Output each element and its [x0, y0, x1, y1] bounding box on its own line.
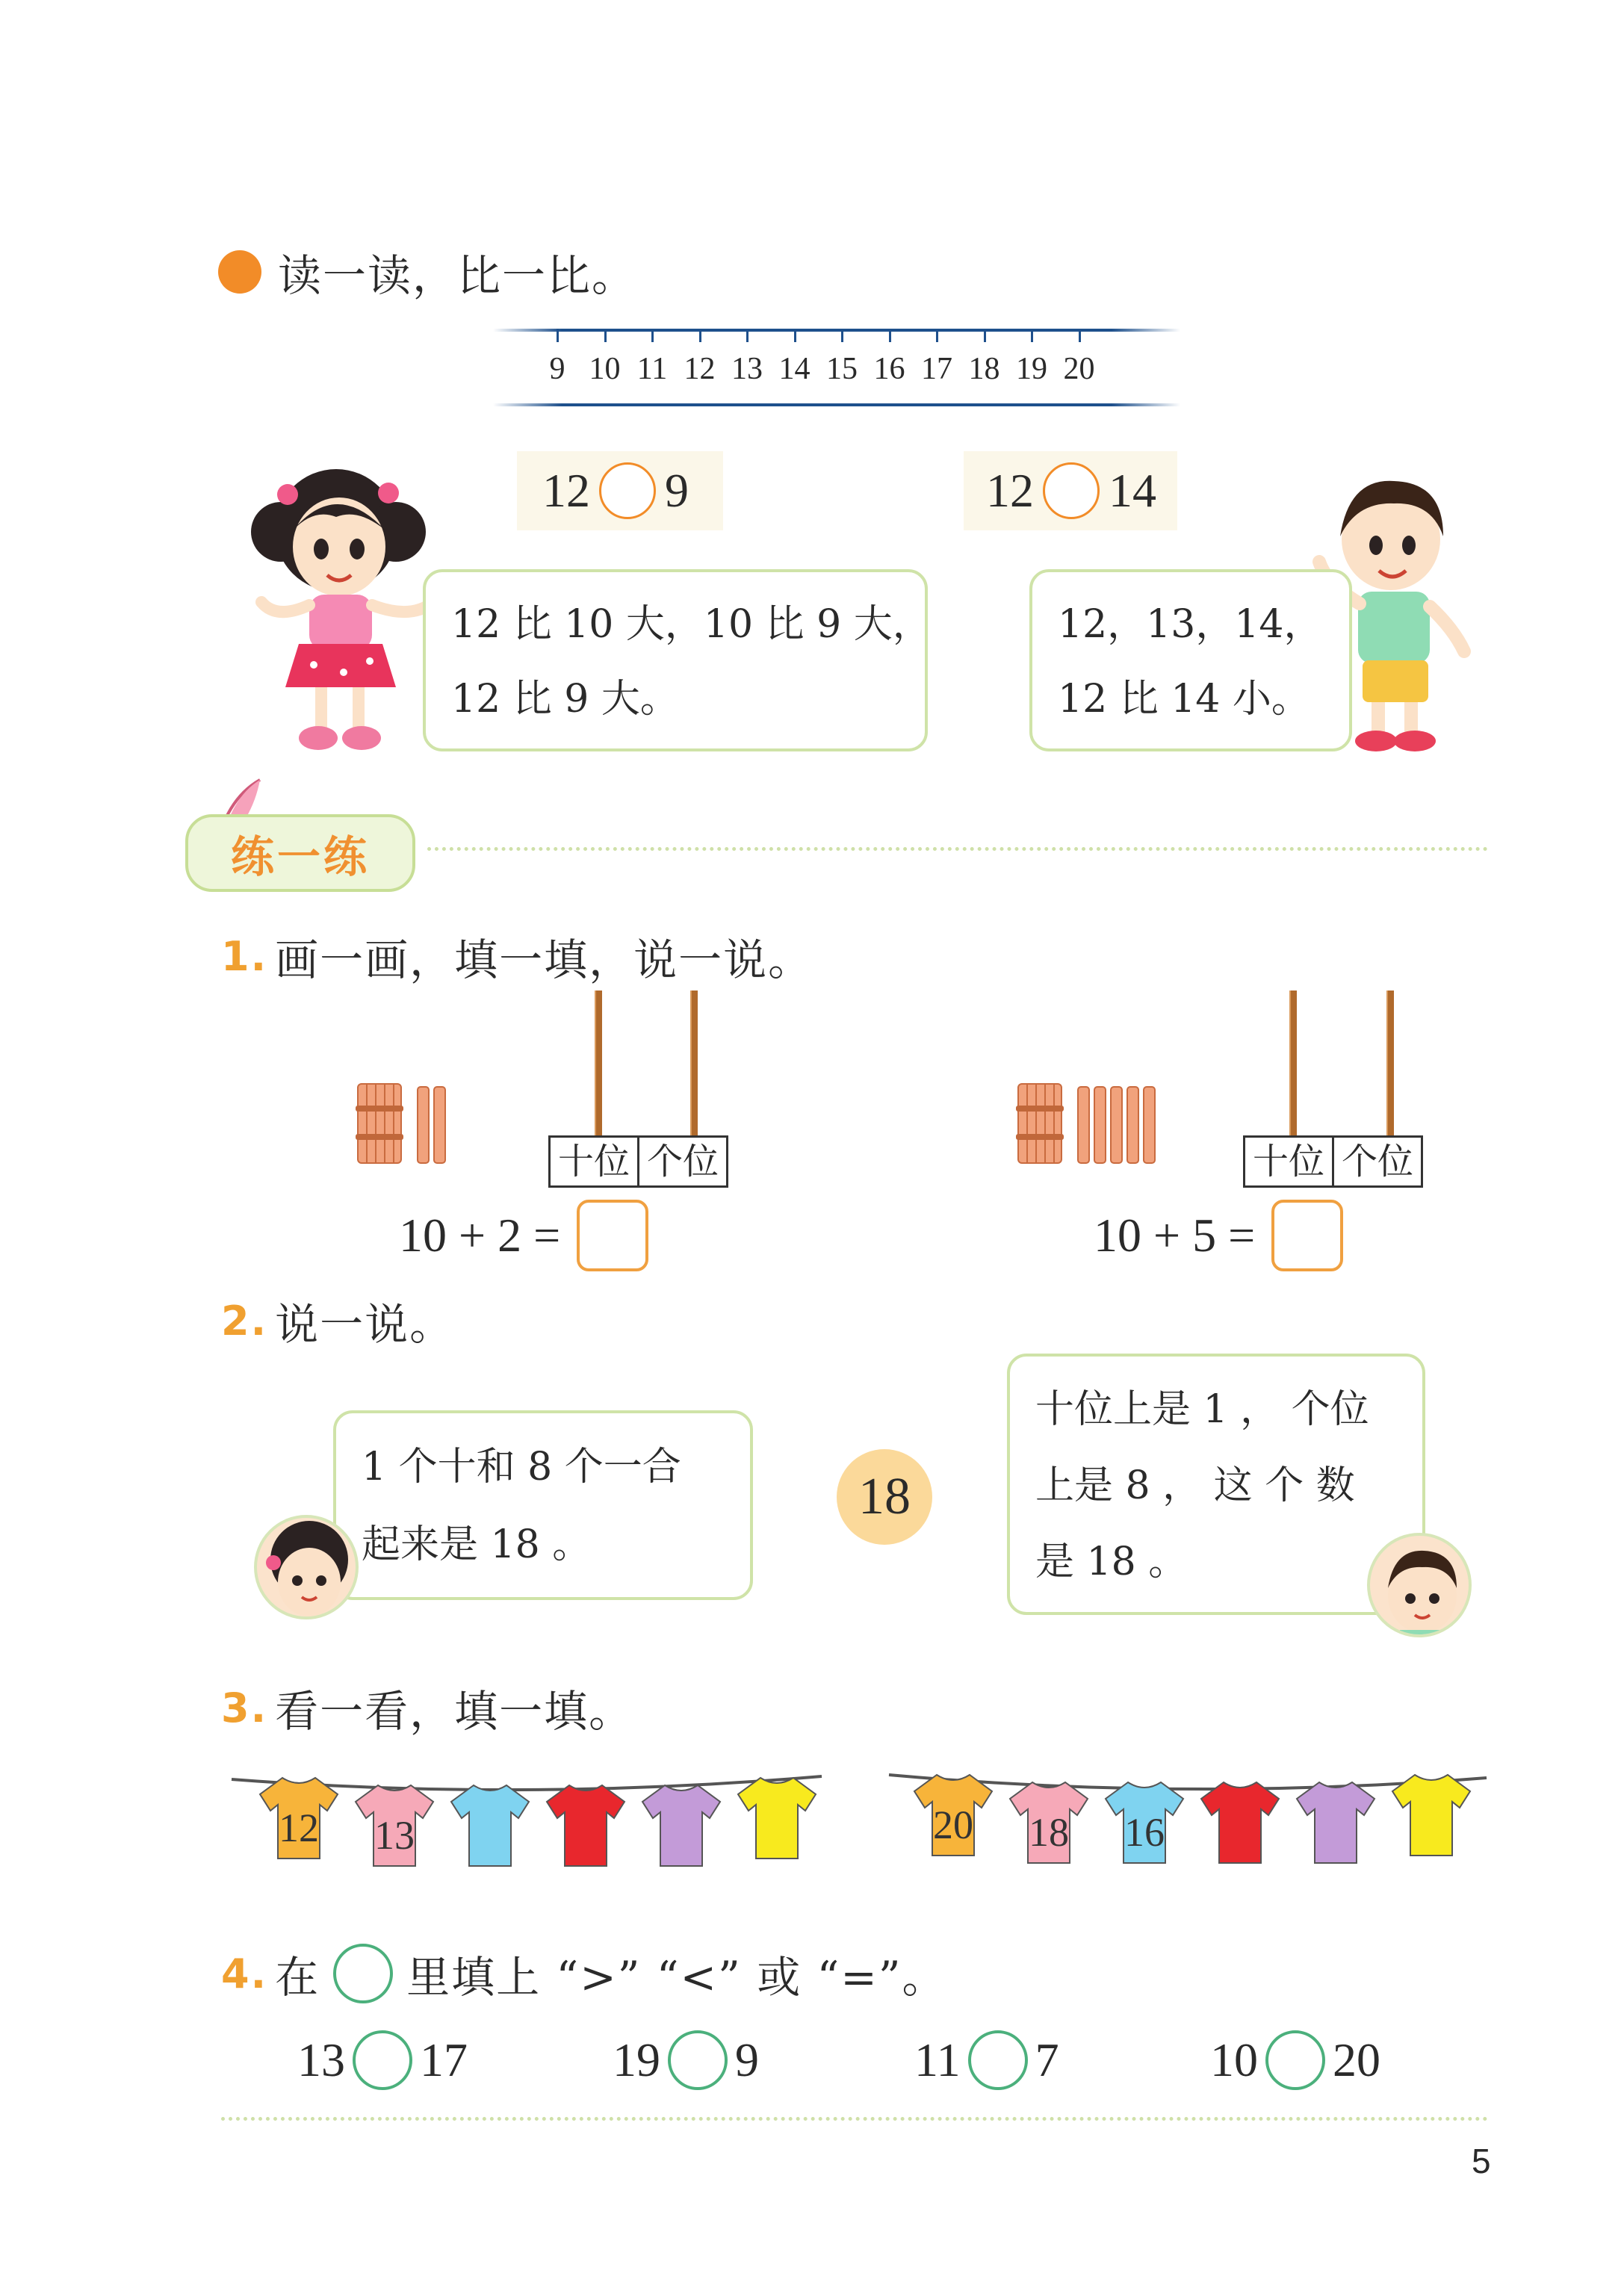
- shirt-icon: [1386, 1770, 1476, 1860]
- q2-boy-line3: 是 18 。: [1035, 1540, 1188, 1584]
- shirt-icon: [1100, 1778, 1189, 1867]
- ones-label: 个位: [647, 1141, 719, 1182]
- number-line-tick: [1031, 329, 1033, 342]
- number-line-tick: [604, 329, 607, 342]
- tens-label: 十位: [551, 1138, 639, 1185]
- shirt-icon: [1004, 1778, 1094, 1867]
- section-read-title: 读一读，比一比。: [278, 250, 637, 301]
- ones-rod-left: [690, 991, 698, 1137]
- q2-boy-line2: 上是 8 ， 这 个 数: [1035, 1463, 1355, 1508]
- counting-stick-icon: [1077, 1086, 1090, 1164]
- number-line-tick: [651, 329, 654, 342]
- stick-bundle-icon: [357, 1083, 402, 1164]
- ones-rod-right: [1386, 991, 1394, 1137]
- q4-right-number: 7: [1035, 2033, 1059, 2086]
- q4-heading: [221, 1942, 947, 2005]
- number-line-label: 20: [1063, 352, 1095, 386]
- shirt-number: 12: [279, 1805, 319, 1850]
- counting-stick-icon: [1094, 1086, 1106, 1164]
- q4-left-number: 19: [613, 2033, 660, 2086]
- number-line-label: 13: [731, 352, 763, 386]
- q4-answer-circle[interactable]: [668, 2030, 728, 2090]
- q4-right-number: 20: [1333, 2033, 1380, 2086]
- q4-compare-item: [613, 2030, 759, 2090]
- q1-equation-right: [1094, 1200, 1343, 1271]
- q4-compare-item: [914, 2030, 1059, 2090]
- number-line-bottom-rule: [493, 403, 1180, 406]
- boy-bubble-line2: 12 比 14 小。: [1058, 677, 1310, 722]
- number-line-label: 18: [968, 352, 1000, 386]
- number-line: [493, 329, 1180, 411]
- number-line-label: 9: [549, 352, 565, 386]
- practice-divider: [427, 847, 1488, 851]
- q2-girl-bubble: [333, 1410, 753, 1600]
- shirt-icon: [254, 1773, 344, 1863]
- boy-bubble-line1: 12，13，14，: [1058, 602, 1323, 647]
- compare-right-circle[interactable]: [1043, 462, 1100, 519]
- number-line-label: 14: [778, 352, 811, 386]
- q1-title: 画一画，填一填，说一说。: [275, 934, 813, 985]
- girl-bubble-line1: 12 比 10 大，10 比 9 大，: [451, 602, 932, 647]
- shirt-number: 13: [374, 1813, 415, 1858]
- ones-label: 个位: [1342, 1141, 1414, 1182]
- compare-left-box: [517, 451, 723, 530]
- q1-left-sticks: [357, 1083, 450, 1164]
- place-value-table-left: [548, 1135, 728, 1188]
- practice-label-text: 练一练: [230, 831, 370, 882]
- number-line-tick: [936, 329, 938, 342]
- shirt-icon: [350, 1781, 439, 1870]
- number-line-tick: [794, 329, 796, 342]
- girl-speech-bubble: [423, 569, 932, 751]
- number-line-tick: [746, 329, 749, 342]
- number-line-tick: [984, 329, 986, 342]
- number-line-label: 10: [589, 352, 621, 386]
- q4-left-number: 13: [297, 2033, 345, 2086]
- q1-right-single-sticks: [1077, 1086, 1159, 1164]
- center-number-badge: [837, 1449, 932, 1545]
- girl-illustration: [247, 448, 441, 754]
- place-value-table-right: [1243, 1135, 1423, 1188]
- q4-left-number: 11: [914, 2033, 961, 2086]
- q2-title: 说一说。: [275, 1299, 455, 1350]
- shirt-number: 20: [933, 1802, 973, 1847]
- shirt-number: 18: [1029, 1810, 1069, 1855]
- q4-right-number: 17: [420, 2033, 468, 2086]
- q4-answer-circle[interactable]: [353, 2030, 412, 2090]
- q3-title: 看一看，填一填。: [275, 1686, 634, 1737]
- number-line-top-rule: [493, 329, 1180, 332]
- q1-answer-box-right[interactable]: [1271, 1200, 1343, 1271]
- q1-equation-left-text: 10 + 2 =: [399, 1209, 561, 1262]
- compare-right-a: 12: [986, 464, 1034, 517]
- shirt-icon: [445, 1781, 535, 1870]
- q4-left-number: 10: [1210, 2033, 1258, 2086]
- girl-avatar: [254, 1515, 359, 1619]
- q2-boy-line1: 十位上是 1 ， 个位: [1035, 1387, 1369, 1432]
- q4-number: 4.: [221, 1950, 268, 1997]
- number-line-tick: [1079, 329, 1081, 342]
- q4-compare-item: [1210, 2030, 1380, 2090]
- number-line-label: 17: [921, 352, 952, 386]
- number-line-label: 15: [826, 352, 858, 386]
- shirt-icon: [732, 1773, 822, 1863]
- green-circle-icon: [333, 1944, 393, 2003]
- page-number: 5: [1472, 2142, 1491, 2180]
- q1-right-sticks: [1017, 1083, 1159, 1164]
- number-line-tick: [699, 329, 701, 342]
- boy-avatar: [1367, 1533, 1472, 1637]
- shirt-icon: [541, 1781, 630, 1870]
- counting-stick-icon: [433, 1086, 446, 1164]
- shirt-icon: [1291, 1778, 1380, 1867]
- q1-equation-right-text: 10 + 5 =: [1094, 1209, 1256, 1262]
- compare-right-box: [964, 451, 1177, 530]
- q4-answer-circle[interactable]: [1265, 2030, 1325, 2090]
- shirt-icon: [636, 1781, 726, 1870]
- tens-rod-right: [1289, 991, 1297, 1137]
- compare-right-b: 14: [1109, 464, 1156, 517]
- q4-answer-circle[interactable]: [968, 2030, 1028, 2090]
- number-line-label: 16: [873, 352, 905, 386]
- q1-answer-box-left[interactable]: [577, 1200, 648, 1271]
- q2-heading: [221, 1289, 454, 1352]
- boy-speech-bubble: [1029, 569, 1352, 751]
- q1-left-single-sticks: [417, 1086, 450, 1164]
- number-line-label: 19: [1016, 352, 1047, 386]
- q4-title-pre: 在: [275, 1952, 320, 2003]
- tens-rod-left: [595, 991, 602, 1137]
- q3-heading: [221, 1676, 633, 1739]
- counting-stick-icon: [1110, 1086, 1123, 1164]
- q2-girl-line1: 1 个十和 8 个一合: [362, 1445, 681, 1489]
- q1-heading: [221, 925, 813, 988]
- number-line-label: 12: [684, 352, 716, 386]
- shirt-icon: [908, 1770, 998, 1860]
- counting-stick-icon: [1126, 1086, 1139, 1164]
- number-line-tick: [889, 329, 891, 342]
- shirt-number: 16: [1124, 1810, 1165, 1855]
- q2-number: 2.: [221, 1297, 268, 1345]
- number-line-tick: [557, 329, 559, 342]
- orange-dot-icon: [218, 250, 261, 294]
- q4-compare-item: [297, 2030, 468, 2090]
- girl-bubble-line2: 12 比 9 大。: [451, 677, 679, 722]
- q4-right-number: 9: [735, 2033, 759, 2086]
- section-read-heading: [218, 241, 636, 303]
- q2-girl-line2: 起来是 18 。: [362, 1522, 592, 1567]
- q1-equation-left: [399, 1200, 648, 1271]
- q3-number: 3.: [221, 1684, 268, 1732]
- counting-stick-icon: [417, 1086, 430, 1164]
- number-line-tick: [841, 329, 843, 342]
- compare-left-a: 12: [542, 464, 590, 517]
- q2-boy-bubble: [1007, 1354, 1425, 1615]
- number-line-label: 11: [636, 352, 668, 386]
- compare-left-circle[interactable]: [599, 462, 656, 519]
- q4-title-post: 里填上 “>” “<” 或 “=”。: [406, 1952, 947, 2003]
- bottom-divider: [221, 2117, 1488, 2121]
- shirt-icon: [1195, 1778, 1285, 1867]
- center-number: 18: [858, 1468, 911, 1525]
- compare-left-b: 9: [665, 464, 689, 517]
- stick-bundle-icon: [1017, 1083, 1062, 1164]
- counting-stick-icon: [1143, 1086, 1156, 1164]
- practice-label: [185, 814, 415, 892]
- tens-label: 十位: [1245, 1138, 1334, 1185]
- q1-number: 1.: [221, 932, 268, 980]
